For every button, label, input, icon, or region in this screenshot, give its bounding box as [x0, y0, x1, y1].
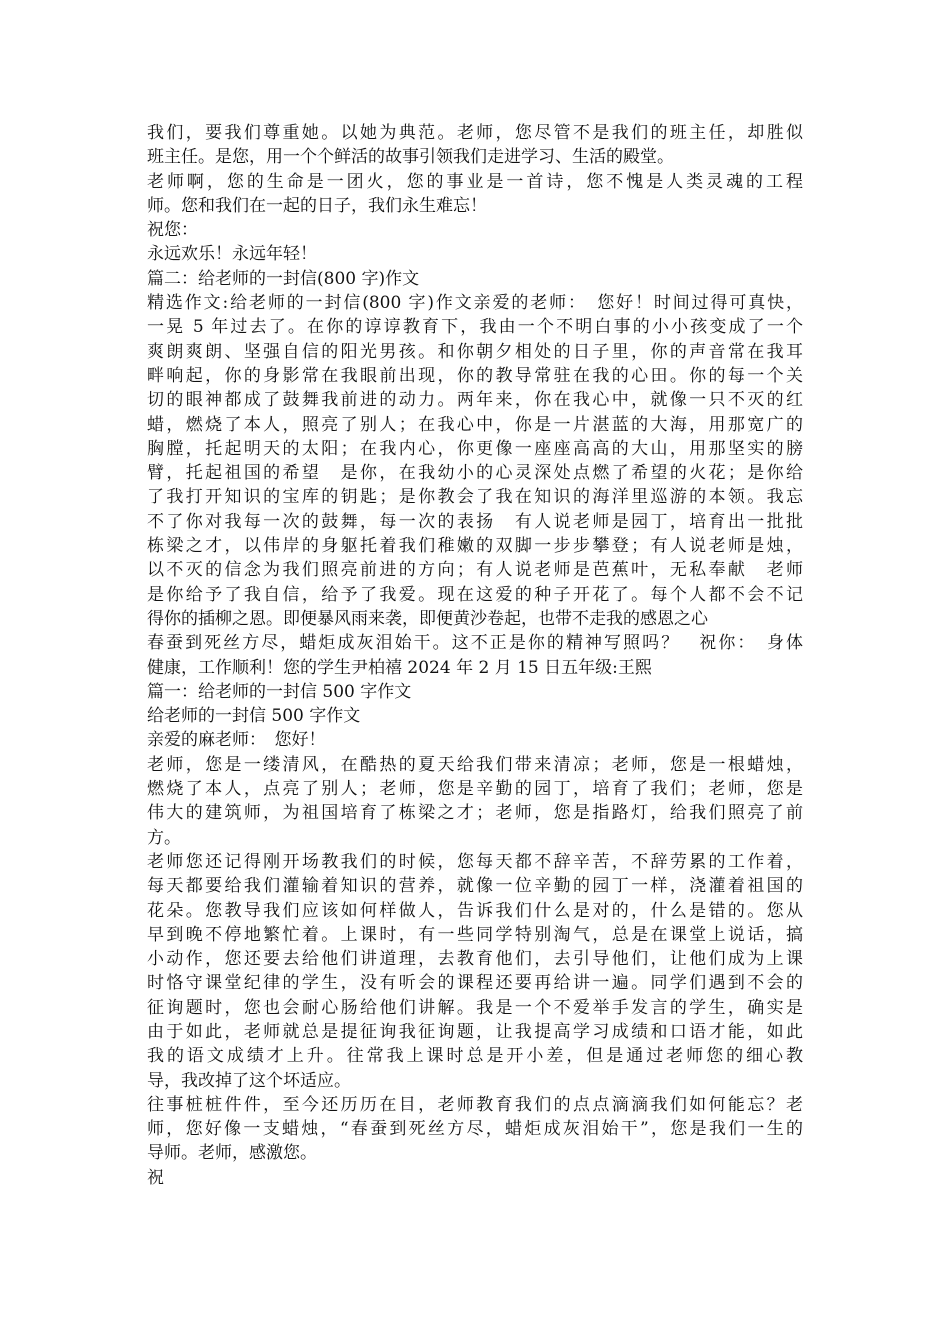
text-line: 我们，要我们尊重她。以她为典范。老师，您尽管不是我们的班主任，却胜似 [147, 123, 803, 143]
text-line: 亲爱的麻老师： 您好！ [147, 730, 326, 751]
text-line: 时恪守课堂纪律的学生，没有听会的课程还要再给讲一遍。同学们遇到不会的 [147, 973, 803, 994]
text-line: 篇一：给老师的一封信 500 字作文 [147, 681, 412, 702]
text-line: 切的眼神都成了鼓舞我前进的动力。两年来，你在我心中，就像一只不灭的红 [147, 390, 803, 411]
text-line: 篇二：给老师的一封信(800 字)作文 [147, 268, 420, 289]
text-line: 祝 [147, 1167, 164, 1188]
text-line: 一晃 5 年过去了。在你的谆谆教育下，我由一个不明白事的小小孩变成了一个 [147, 317, 803, 338]
text-line: 伟大的建筑师，为祖国培育了栋梁之才；老师，您是指路灯，给我们照亮了前 [147, 803, 803, 824]
text-line: 给老师的一封信 500 字作文 [147, 706, 361, 727]
text-line: 春蚕到死丝方尽，蜡炬成灰泪始干。这不正是你的精神写照吗？ 祝你： 身体 [147, 633, 803, 654]
text-line: 是你给予了我自信，给予了我爱。现在这爱的种子开花了。每个人都不会不记 [147, 584, 803, 605]
text-line: 栋梁之才，以伟岸的身躯托着我们稚嫩的双脚一步步攀登；有人说老师是烛， [147, 536, 803, 557]
text-line: 畔响起，你的身影常在我眼前出现，你的教导常驻在我的心田。你的每一个关 [147, 365, 803, 386]
text-line: 征询题时，您也会耐心肠给他们讲解。我是一个不爱举手发言的学生，确实是 [147, 997, 803, 1018]
text-line: 老师啊，您的生命是一团火，您的事业是一首诗，您不愧是人类灵魂的工程 [147, 171, 803, 192]
text-line: 老师，您是一缕清风，在酷热的夏天给我们带来清凉；老师，您是一根蜡烛， [147, 754, 803, 775]
text-line: 永远欢乐！永远年轻！ [147, 244, 317, 265]
text-line: 蜡，燃烧了本人，照亮了别人；在我心中，你是一片湛蓝的大海，用那宽广的 [147, 414, 803, 435]
text-line: 早到晚不停地繁忙着。上课时，有一些同学特别淘气，总是在课堂上说话，搞 [147, 924, 803, 945]
text-line: 花朵。您教导我们应该如何样做人，告诉我们什么是对的，什么是错的。您从 [147, 900, 803, 921]
text-line: 健康，工作顺利！您的学生尹柏禧 2024 年 2 月 15 日五年级:王熙 [147, 657, 652, 678]
text-line: 不了你对我每一次的鼓舞，每一次的表扬 有人说老师是园丁，培育出一批批 [147, 511, 803, 532]
text-line: 精选作文:给老师的一封信(800 字)作文亲爱的老师： 您好！时间过得可真快， [147, 293, 803, 314]
text-line: 了我打开知识的宝库的钥匙；是你教会了我在知识的海洋里巡游的本领。我忘 [147, 487, 803, 508]
text-line: 胸膛，托起明天的太阳；在我内心，你更像一座座高高的大山，用那坚实的膀 [147, 438, 803, 459]
text-line: 导，我改掉了这个坏适应。 [147, 1070, 351, 1091]
text-line: 燃烧了本人，点亮了别人；老师，您是辛勤的园丁，培育了我们；老师，您是 [147, 779, 803, 800]
text-line: 老师您还记得刚开场教我们的时候，您每天都不辞辛苦，不辞劳累的工作着， [147, 851, 803, 872]
text-line: 臂，托起祖国的希望 是你，在我幼小的心灵深处点燃了希望的火花；是你给 [147, 463, 803, 484]
text-line: 导师。老师，感激您。 [147, 1143, 317, 1164]
text-line: 我的语文成绩才上升。往常我上课时总是开小差，但是通过老师您的细心教 [147, 1046, 803, 1067]
text-line: 每天都要给我们灌输着知识的营养，就像一位辛勤的园丁一样，浇灌着祖国的 [147, 876, 803, 897]
text-line: 方。 [147, 827, 181, 848]
text-line: 以不灭的信念为我们照亮前进的方向；有人说老师是芭蕉叶，无私奉献 老师 [147, 560, 803, 581]
text-line: 祝您： [147, 220, 198, 241]
text-line: 师。您和我们在一起的日子，我们永生难忘！ [147, 195, 487, 216]
text-line: 由于如此，老师就总是提征询我征询题，让我提高学习成绩和口语才能，如此 [147, 1021, 803, 1042]
text-line: 爽朗爽朗、坚强自信的阳光男孩。和你朝夕相处的日子里，你的声音常在我耳 [147, 341, 803, 362]
text-line: 班主任。是您，用一个个鲜活的故事引领我们走进学习、生活的殿堂。 [147, 147, 674, 168]
text-line: 得你的插柳之恩。即便暴风雨来袭，即便黄沙卷起，也带不走我的感恩之心 [147, 608, 708, 629]
text-line: 师，您好像一支蜡烛，“春蚕到死丝方尽，蜡炬成灰泪始干”，您是我们一生的 [147, 1119, 803, 1140]
text-line: 往事桩桩件件，至今还历历在目，老师教育我们的点点滴滴我们如何能忘？老 [147, 1094, 803, 1115]
text-line: 小动作，您还要去给他们讲道理，去教育他们，去引导他们，让他们成为上课 [147, 949, 803, 970]
document-body [147, 121, 803, 1190]
